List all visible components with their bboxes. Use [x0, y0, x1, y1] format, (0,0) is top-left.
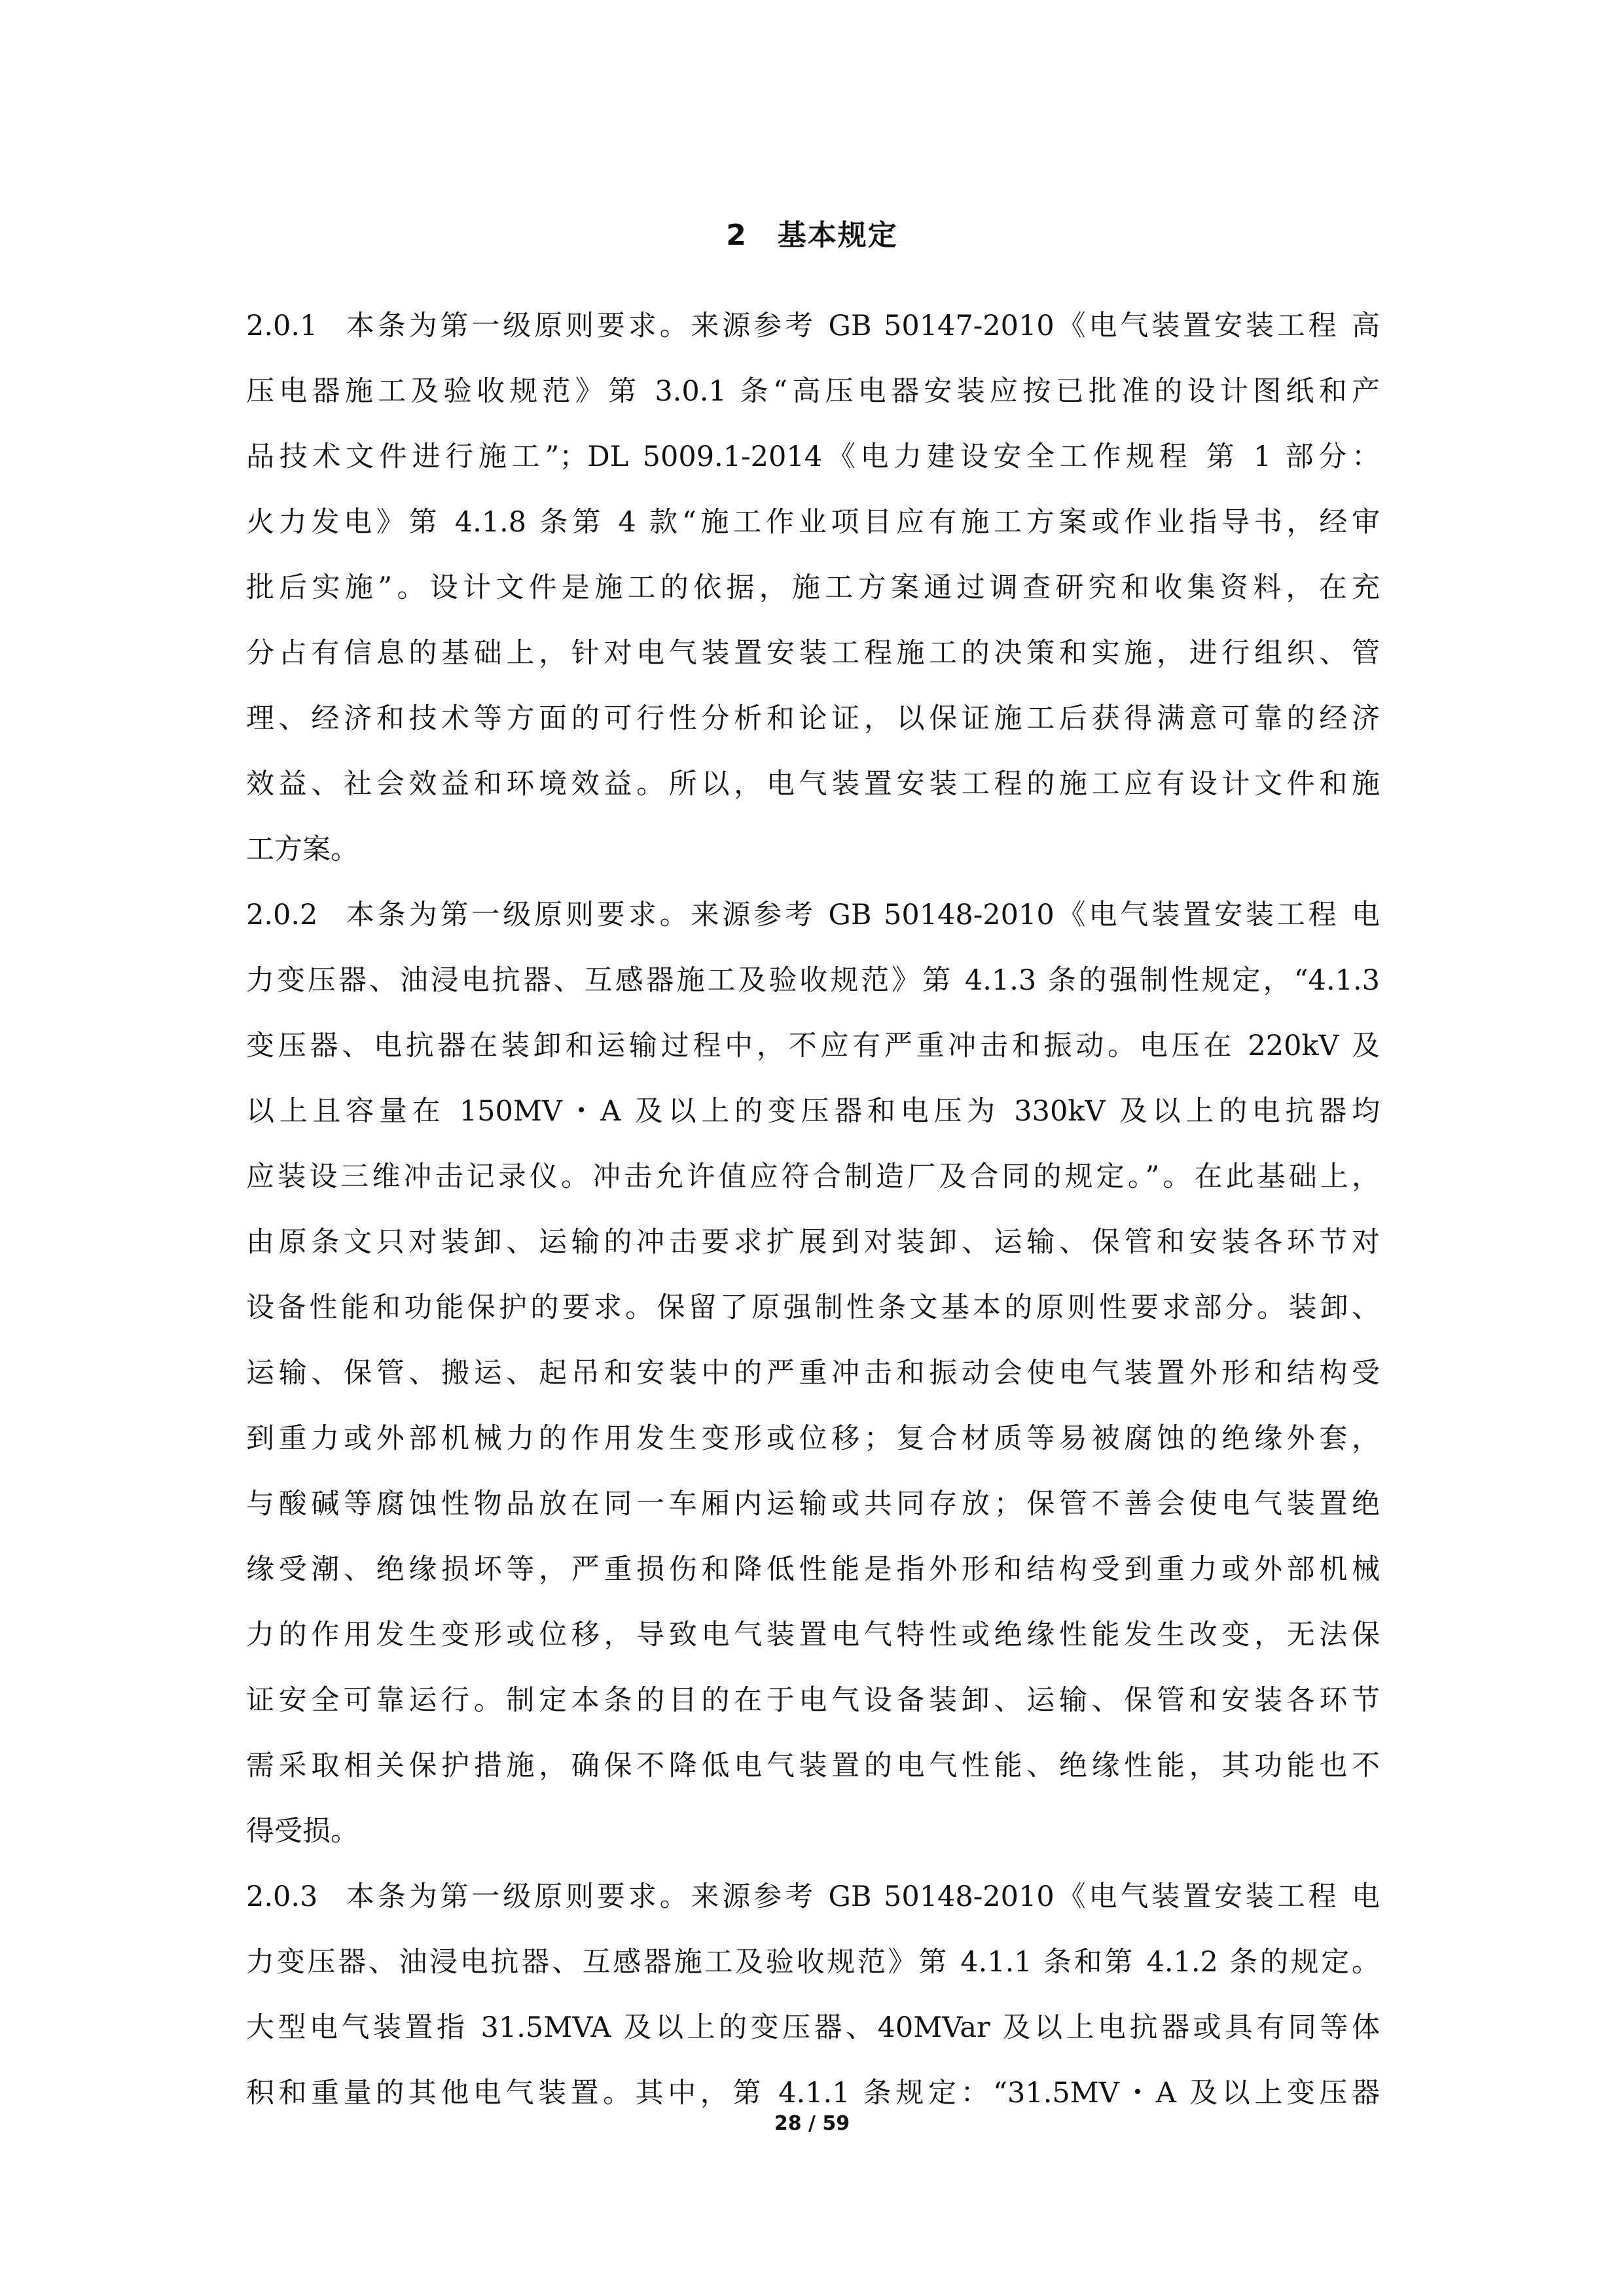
paragraph-line: 2.0.3 本条为第一级原则要求。来源参考 GB 50148-2010《电气装置安装工程 电: [246, 1864, 1380, 1929]
clause-number: 2.0.1: [246, 310, 318, 342]
paragraph-line: 需采取相关保护措施，确保不降低电气装置的电气性能、绝缘性能，其功能也不: [246, 1749, 1380, 1782]
paragraph-line: 力的作用发生变形或位移，导致电气装置电气特性或绝缘性能发生改变，无法保: [246, 1619, 1380, 1651]
paragraph-line: 运输、保管、搬运、起吊和安装中的严重冲击和振动会使电气装置外形和结构受: [246, 1357, 1380, 1390]
paragraph-line: 批后实施”。设计文件是施工的依据，施工方案通过调查研究和收集资料，在充: [246, 571, 1380, 604]
paragraph-line: 由原条文只对装卸、运输的冲击要求扩展到对装卸、运输、保管和安装各环节对: [246, 1226, 1380, 1259]
clause-number: 2.0.2: [246, 899, 318, 931]
paragraph-line: 分占有信息的基础上，针对电气装置安装工程施工的决策和实施，进行组织、管: [246, 637, 1380, 670]
paragraph-line: 2.0.2 本条为第一级原则要求。来源参考 GB 50148-2010《电气装置安装工程 电: [246, 882, 1380, 948]
paragraph-line: 力变压器、油浸电抗器、互感器施工及验收规范》第 4.1.1 条和第 4.1.2 条的规定。: [246, 1946, 1380, 1979]
paragraph-line: 大型电气装置指 31.5MVA 及以上的变压器、40MVar 及以上电抗器或具有同等体: [246, 2011, 1380, 2044]
paragraph-line: 火力发电》第 4.1.8 条第 4 款“施工作业项目应有施工方案或作业指导书，经审: [246, 506, 1380, 539]
paragraph-line: 压电器施工及验收规范》第 3.0.1 条“高压电器安装应按已批准的设计图纸和产: [246, 375, 1380, 408]
paragraph-line: 品技术文件进行施工”；DL 5009.1-2014《电力建设安全工作规程 第 1 部分：: [246, 440, 1380, 473]
page-number: 28 / 59: [774, 2112, 850, 2135]
paragraph-line: 与酸碱等腐蚀性物品放在同一车厢内运输或共同存放；保管不善会使电气装置绝: [246, 1488, 1380, 1520]
paragraph-line: 缘受潮、绝缘损坏等，严重损伤和降低性能是指外形和结构受到重力或外部机械: [246, 1553, 1380, 1586]
paragraph-line: 工方案。: [246, 833, 359, 866]
clause-number: 2.0.3: [246, 1880, 318, 1913]
paragraph-line: 到重力或外部机械力的作用发生变形或位移；复合材质等易被腐蚀的绝缘外套，: [246, 1422, 1380, 1455]
paragraph-line: 证安全可靠运行。制定本条的目的在于电气设备装卸、运输、保管和安装各环节: [246, 1684, 1380, 1717]
paragraph-line: 以上且容量在 150MV・A 及以上的变压器和电压为 330kV 及以上的电抗器均: [246, 1095, 1380, 1128]
paragraph-line: 设备性能和功能保护的要求。保留了原强制性条文基本的原则性要求部分。装卸、: [246, 1291, 1380, 1324]
paragraph-line: 2.0.1 本条为第一级原则要求。来源参考 GB 50147-2010《电气装置安装工程 高: [246, 293, 1380, 359]
paragraph-line: 效益、社会效益和环境效益。所以，电气装置安装工程的施工应有设计文件和施: [246, 768, 1380, 800]
section-title: 2 基本规定: [726, 219, 898, 252]
paragraph-line: 积和重量的其他电气装置。其中，第 4.1.1 条规定：“31.5MV・A 及以上变压器: [246, 2077, 1380, 2109]
document-body: [246, 293, 1380, 2126]
paragraph-line: 得受损。: [246, 1815, 359, 1848]
paragraph-line: 变压器、电抗器在装卸和运输过程中，不应有严重冲击和振动。电压在 220kV 及: [246, 1030, 1380, 1062]
paragraph-line: 力变压器、油浸电抗器、互感器施工及验收规范》第 4.1.3 条的强制性规定，“4.1.3: [246, 964, 1380, 997]
paragraph-line: 理、经济和技术等方面的可行性分析和论证，以保证施工后获得满意可靠的经济: [246, 702, 1380, 735]
paragraph-line: 应装设三维冲击记录仪。冲击允许值应符合制造厂及合同的规定。”。在此基础上，: [246, 1160, 1380, 1193]
